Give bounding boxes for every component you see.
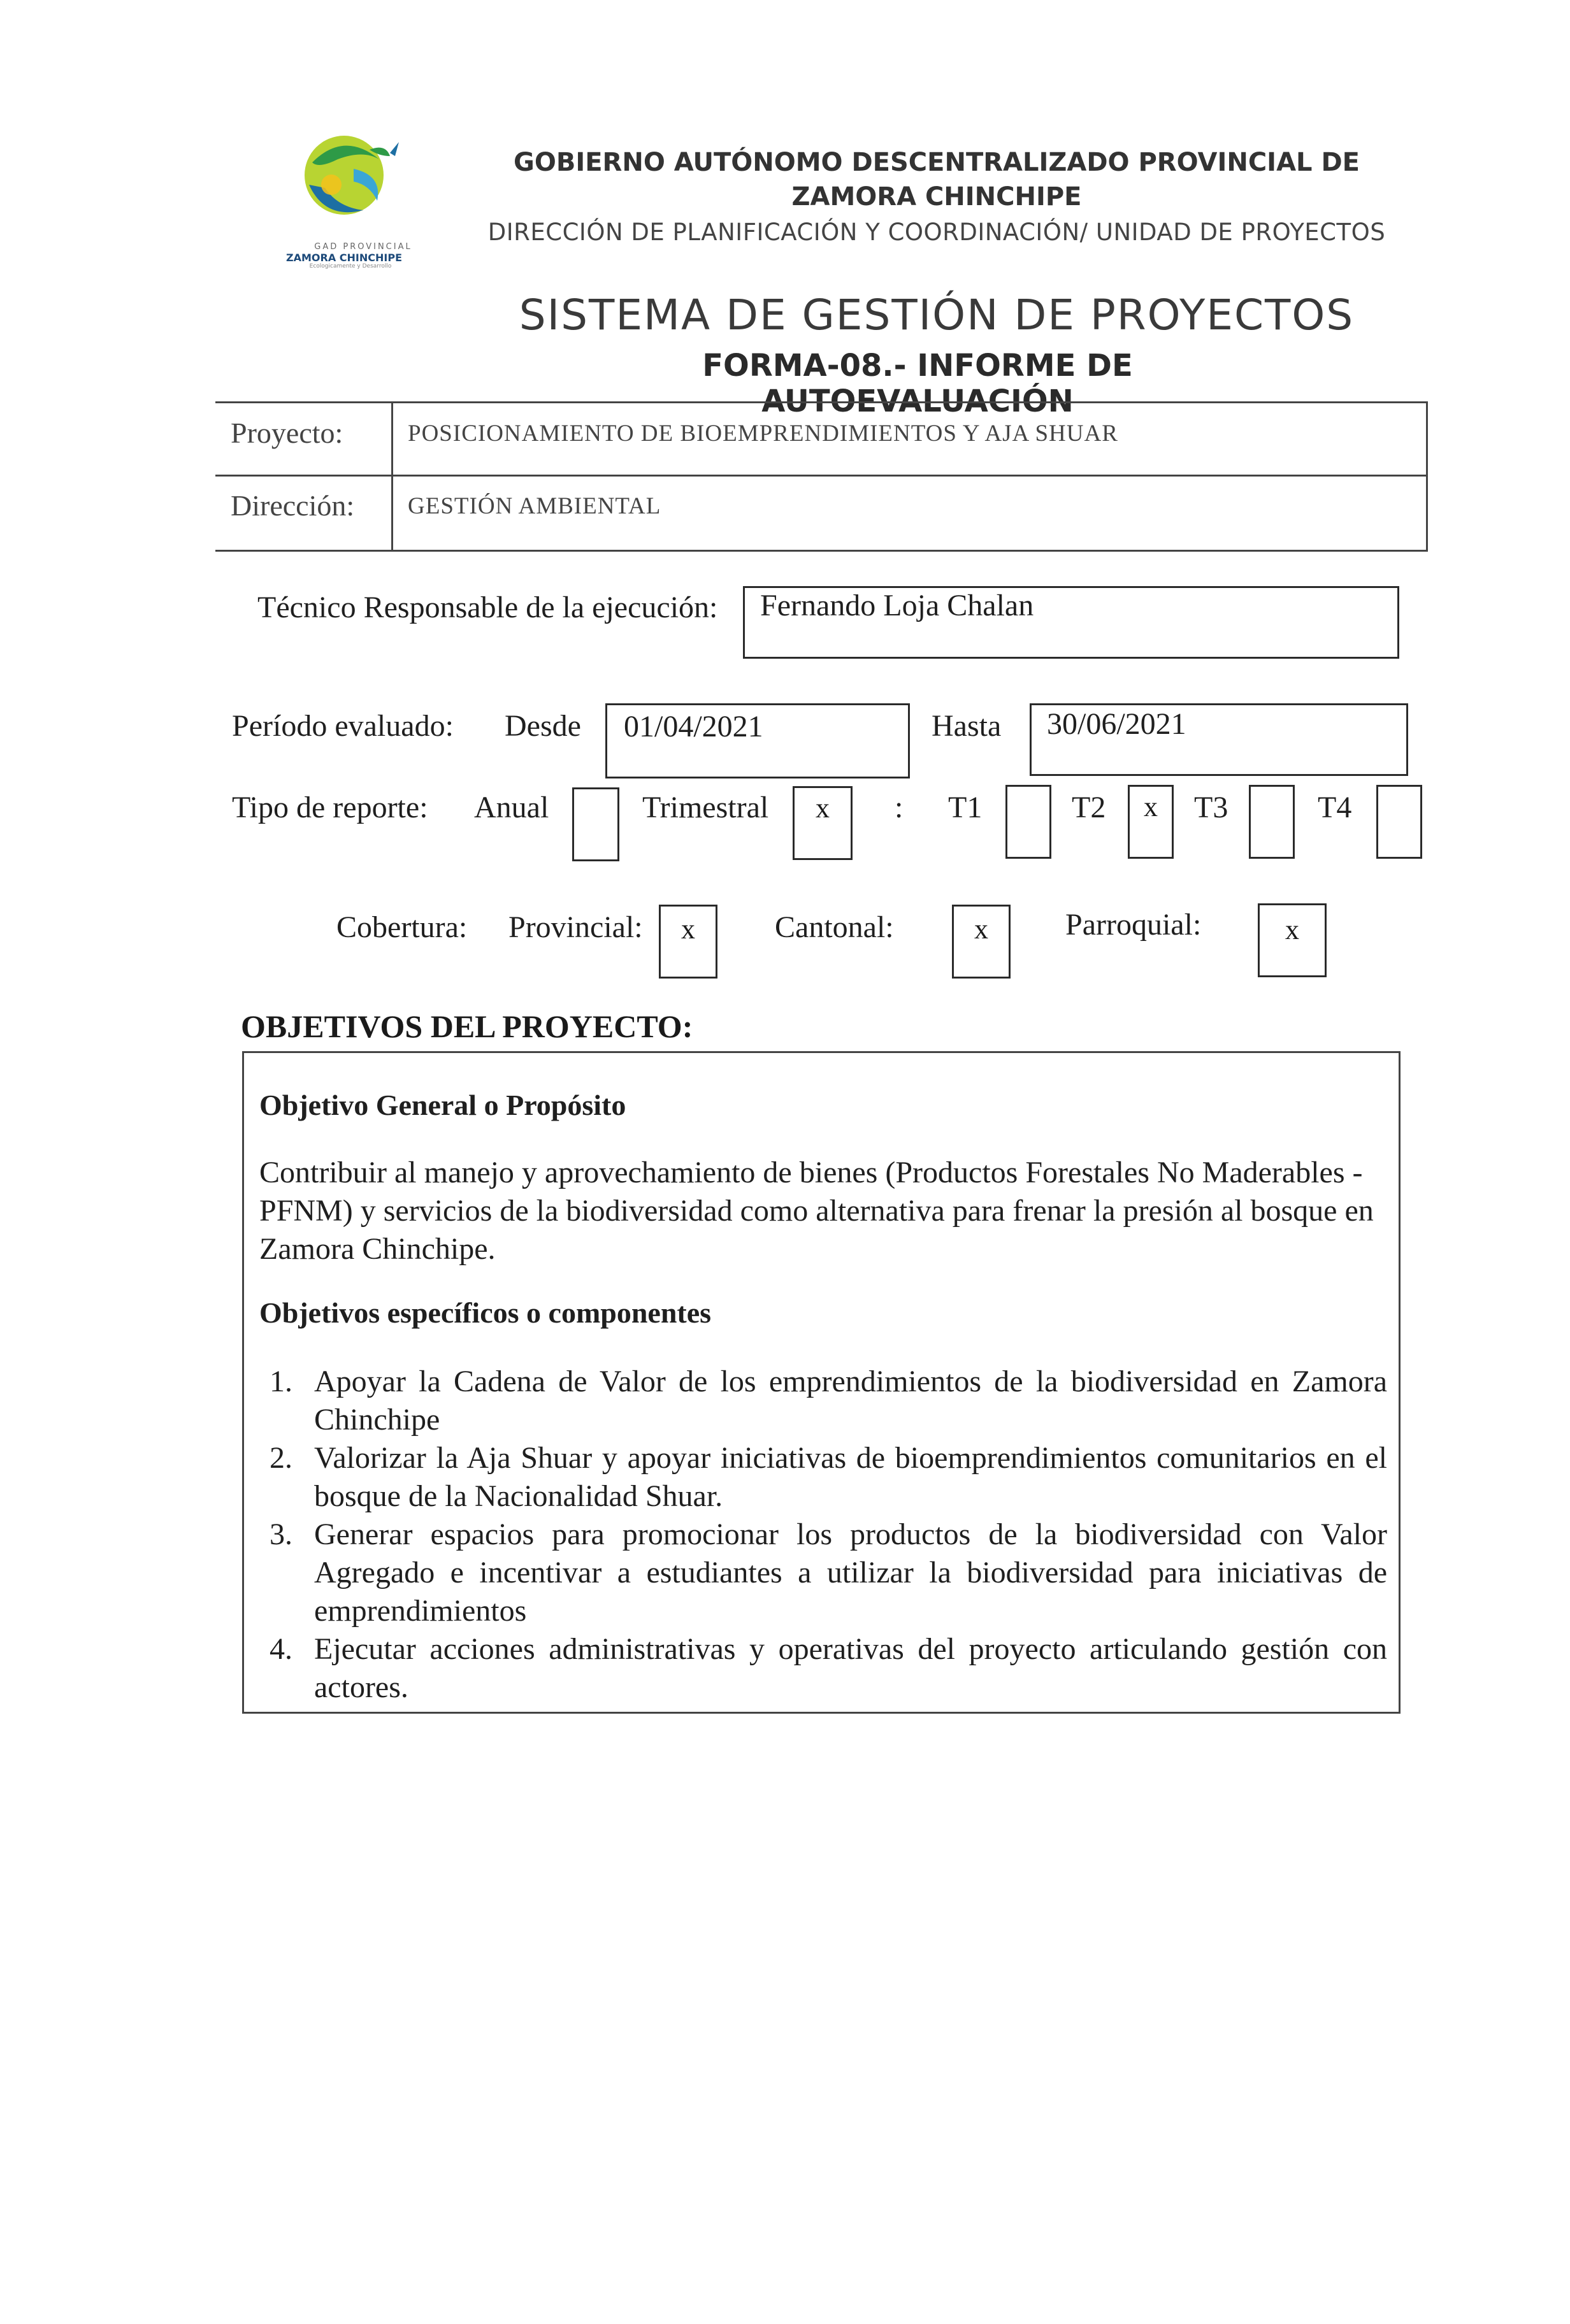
department-name: DIRECCIÓN DE PLANIFICACIÓN Y COORDINACIÓN/ UNIDAD DE PROYECTOS — [487, 219, 1386, 246]
objetivos-list — [259, 1363, 1387, 1707]
parroquial-label: Parroquial: — [1065, 908, 1202, 942]
system-title: SISTEMA DE GESTIÓN DE PROYECTOS — [519, 290, 1355, 340]
direccion-label: Dirección: — [231, 489, 355, 522]
periodo-label: Período evaluado: — [232, 709, 454, 743]
t4-label: T4 — [1318, 791, 1352, 824]
hasta-label: Hasta — [932, 709, 1002, 743]
institution-name: GOBIERNO AUTÓNOMO DESCENTRALIZADO PROVINCIAL DE ZAMORA CHINCHIPE — [514, 148, 1360, 212]
objetivos-title: OBJETIVOS DEL PROYECTO: — [241, 1008, 693, 1044]
proyecto-value: POSICIONAMIENTO DE BIOEMPRENDIMIENTOS Y AJA SHUAR — [408, 420, 1118, 447]
trimestral-checkbox[interactable]: x — [793, 786, 853, 860]
tecnico-value: Fernando Loja Chalan — [760, 589, 1034, 622]
list-item: 4. Ejecutar acciones administrativas y operativas del proyecto articulando gestión con actores. — [270, 1632, 1387, 1704]
logo-text-zamora: ZAMORA CHINCHIPE — [286, 252, 402, 264]
tipo-label: Tipo de reporte: — [232, 791, 428, 824]
t3-label: T3 — [1194, 791, 1228, 824]
cantonal-checkbox[interactable]: x — [952, 905, 1011, 979]
objetivos-box — [242, 1051, 1401, 1714]
cantonal-label: Cantonal: — [775, 910, 894, 944]
t3-checkbox[interactable] — [1249, 785, 1295, 859]
provincial-logo — [242, 124, 452, 271]
anual-checkbox[interactable] — [572, 787, 619, 861]
t1-checkbox[interactable] — [1005, 785, 1051, 859]
t2-label: T2 — [1072, 791, 1106, 824]
list-item: 3. Generar espacios para promocionar los productos de la biodiversidad con Valor Agregado e incentivar a estudiantes a utilizar la biodiversidad para iniciativas de emprendimientos — [270, 1517, 1387, 1628]
tecnico-field[interactable] — [743, 586, 1399, 659]
provincial-checkbox[interactable]: x — [659, 905, 717, 979]
desde-label: Desde — [505, 709, 581, 743]
proyecto-label: Proyecto: — [231, 417, 343, 449]
logo-tagline: Ecologicamente y Desarrollo — [309, 263, 392, 269]
objetivos-especificos-heading: Objetivos específicos o componentes — [259, 1296, 712, 1329]
hasta-value: 30/06/2021 — [1047, 707, 1186, 741]
cobertura-label: Cobertura: — [336, 910, 468, 944]
hasta-field[interactable] — [1030, 703, 1408, 776]
provincial-label: Provincial: — [508, 910, 643, 944]
desde-field[interactable] — [605, 703, 910, 778]
direccion-value: GESTIÓN AMBIENTAL — [408, 493, 661, 519]
project-info-table — [215, 401, 1428, 552]
tecnico-label: Técnico Responsable de la ejecución: — [257, 591, 718, 624]
t4-checkbox[interactable] — [1376, 785, 1422, 859]
form-title: FORMA-08.- INFORME DE AUTOEVALUACIÓN — [702, 348, 1133, 419]
logo-text-gad: GAD PROVINCIAL — [314, 242, 412, 252]
desde-value: 01/04/2021 — [624, 710, 763, 743]
trimestral-label: Trimestral — [642, 791, 769, 824]
anual-label: Anual — [474, 791, 549, 824]
list-item: 1. Apoyar la Cadena de Valor de los emprendimientos de la biodiversidad en Zamora Chinchipe — [270, 1365, 1387, 1437]
objetivo-general-text: Contribuir al manejo y aprovechamiento de bienes (Productos Forestales No Maderables - PFNM) y servicios de la biodiversidad como alternativa para frenar la presión al bosque en Zamora Chinchipe. — [259, 1156, 1374, 1266]
parroquial-checkbox[interactable]: x — [1258, 903, 1327, 977]
list-item: 2. Valorizar la Aja Shuar y apoyar iniciativas de bioemprendimientos comunitarios en el bosque de la Nacionalidad Shuar. — [270, 1441, 1387, 1513]
tipo-colon: : — [895, 791, 904, 824]
objetivo-general-heading: Objetivo General o Propósito — [259, 1089, 626, 1121]
t1-label: T1 — [948, 791, 983, 824]
t2-checkbox[interactable]: x — [1128, 785, 1174, 859]
